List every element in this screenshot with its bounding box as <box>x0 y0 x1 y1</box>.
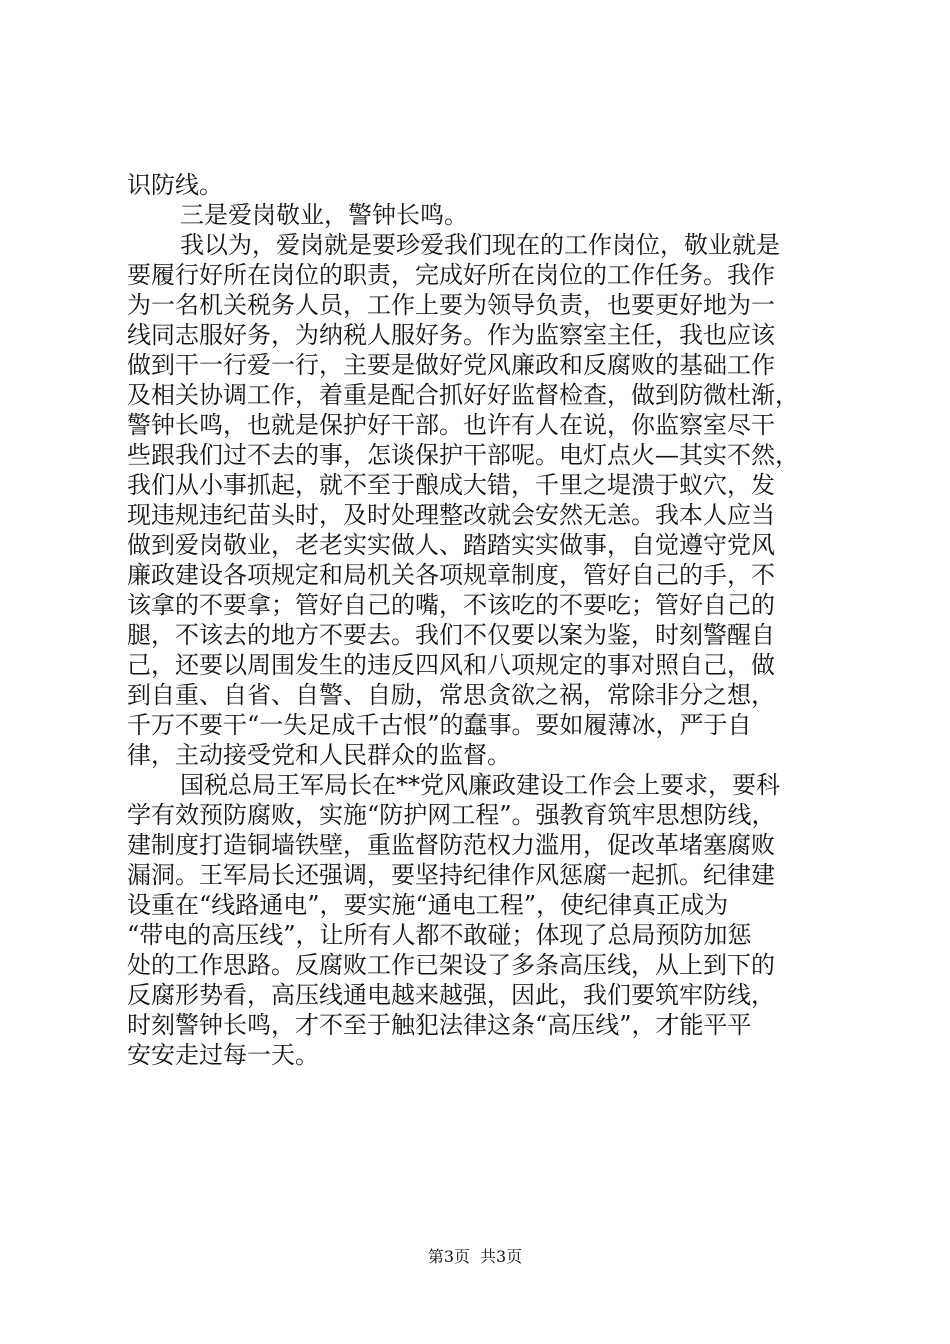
text-line: 要履行好所在岗位的职责，完成好所在岗位的工作任务。我作 <box>127 261 775 289</box>
text-line: 建制度打造铜墙铁壁，重监督防范权力滥用，促改革堵塞腐败 <box>127 831 775 859</box>
text-line: 些跟我们过不去的事，怎谈保护干部呢。电灯点火—其实不然， <box>127 441 799 469</box>
text-line: 反腐形势看，高压线通电越来越强，因此，我们要筑牢防线， <box>127 981 775 1009</box>
text-line: 到自重、自省、自警、自励，常思贪欲之祸，常除非分之想， <box>127 681 775 709</box>
text-line: 做到干一行爱一行，主要是做好党风廉政和反腐败的基础工作 <box>127 351 775 379</box>
document-body <box>127 170 831 1070</box>
text-line: 警钟长鸣，也就是保护好干部。也许有人在说，你监察室尽干 <box>127 411 775 439</box>
text-line: 及相关协调工作，着重是配合抓好好监督检查，做到防微杜渐， <box>127 381 799 409</box>
text-line: 设重在“线路通电”，要实施“通电工程”，使纪律真正成为 <box>127 891 729 919</box>
text-line: 处的工作思路。反腐败工作已架设了多条高压线，从上到下的 <box>127 951 775 979</box>
text-line: 我以为，爱岗就是要珍爱我们现在的工作岗位，敬业就是 <box>180 231 780 259</box>
text-line: 廉政建设各项规定和局机关各项规章制度，管好自己的手，不 <box>127 561 775 589</box>
page-number: 第3页 <box>427 1247 470 1266</box>
text-line: 现违规违纪苗头时，及时处理整改就会安然无恙。我本人应当 <box>127 501 775 529</box>
text-line: 为一名机关税务人员，工作上要为领导负责，也要更好地为一 <box>127 291 775 319</box>
text-line: 识防线。 <box>127 171 223 199</box>
text-line: 千万不要干“一失足成千古恨”的蠢事。要如履薄冰，严于自 <box>127 711 752 739</box>
text-line: 己，还要以周围发生的违反四风和八项规定的事对照自己，做 <box>127 651 775 679</box>
text-line: 学有效预防腐败，实施“防护网工程”。强教育筑牢思想防线， <box>127 801 776 829</box>
text-line: 安安走过每一天。 <box>127 1041 319 1069</box>
text-line: 做到爱岗敬业，老老实实做人、踏踏实实做事，自觉遵守党风 <box>127 531 775 559</box>
section-heading: 三是爱岗敬业，警钟长鸣。 <box>180 201 468 229</box>
text-line: 腿，不该去的地方不要去。我们不仅要以案为鉴，时刻警醒自 <box>127 621 775 649</box>
text-line: 我们从小事抓起，就不至于酿成大错，千里之堤溃于蚁穴，发 <box>127 471 775 499</box>
page-total: 共3页 <box>480 1247 523 1266</box>
text-line: 律，主动接受党和人民群众的监督。 <box>127 741 511 769</box>
text-line: 该拿的不要拿；管好自己的嘴，不该吃的不要吃；管好自己的 <box>127 591 775 619</box>
text-line: 线同志服好务，为纳税人服好务。作为监察室主任，我也应该 <box>127 321 775 349</box>
text-line: 国税总局王军局长在**党风廉政建设工作会上要求，要科 <box>180 771 780 799</box>
text-line: 漏洞。王军局长还强调，要坚持纪律作风惩腐一起抓。纪律建 <box>127 861 775 889</box>
page-footer <box>0 1247 950 1267</box>
text-line: “带电的高压线”，让所有人都不敢碰；体现了总局预防加惩 <box>127 921 752 949</box>
text-line: 时刻警钟长鸣，才不至于触犯法律这条“高压线”，才能平平 <box>127 1011 752 1039</box>
